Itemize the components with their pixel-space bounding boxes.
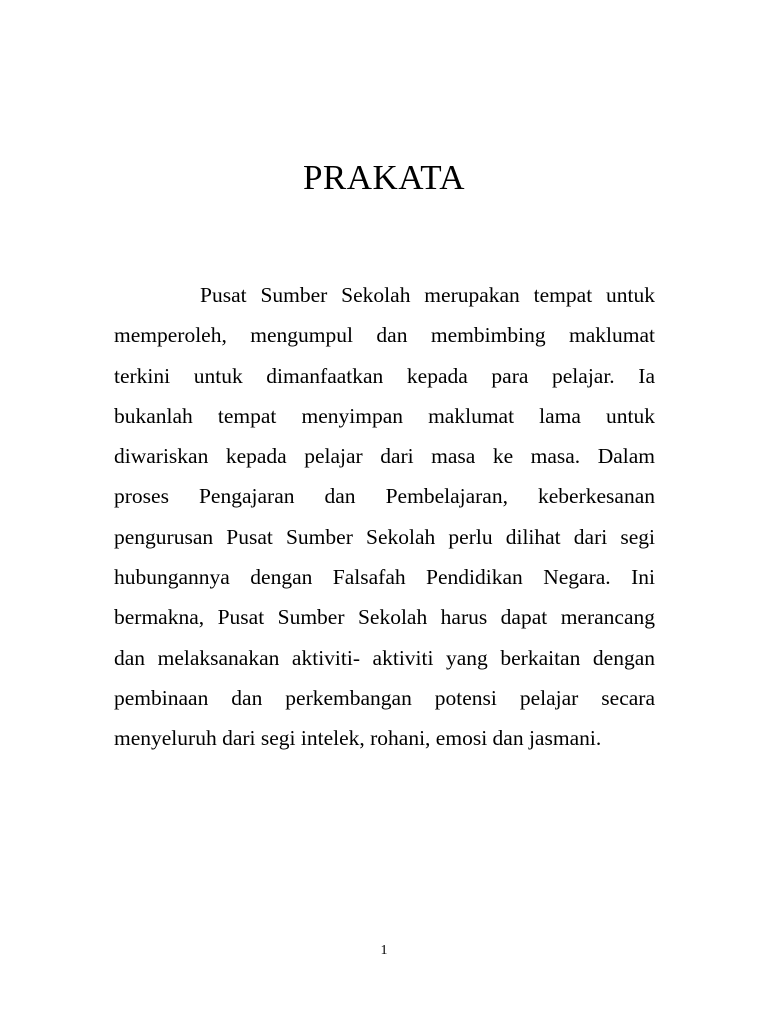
page-number: 1 [380,943,388,958]
paragraph-line: terkini untuk dimanfaatkan kepada para pelajar. Ia [114,363,655,388]
paragraph-line: dan melaksanakan aktiviti- aktiviti yang berkaitan dengan [114,645,655,670]
paragraph-line: menyeluruh dari segi intelek, rohani, emosi dan jasmani. [114,726,602,751]
paragraph-line: diwariskan kepada pelajar dari masa ke masa. Dalam [114,444,655,469]
paragraph-line: bermakna, Pusat Sumber Sekolah harus dapat merancang [114,605,655,630]
paragraph-line: Pusat Sumber Sekolah merupakan tempat untuk [200,283,655,307]
paragraph-line: bukanlah tempat menyimpan maklumat lama untuk [114,403,655,428]
paragraph-line: pengurusan Pusat Sumber Sekolah perlu dilihat dari segi [114,524,655,549]
paragraph-line: hubungannya dengan Falsafah Pendidikan Negara. Ini [114,565,655,590]
page-title: PRAKATA [302,158,466,197]
paragraph-line: pembinaan dan perkembangan potensi pelajar secara [114,685,655,710]
paragraph-line: memperoleh, mengumpul dan membimbing maklumat [114,323,655,348]
body-paragraph [114,275,655,759]
paragraph-line: proses Pengajaran dan Pembelajaran, keberkesanan [114,484,655,509]
